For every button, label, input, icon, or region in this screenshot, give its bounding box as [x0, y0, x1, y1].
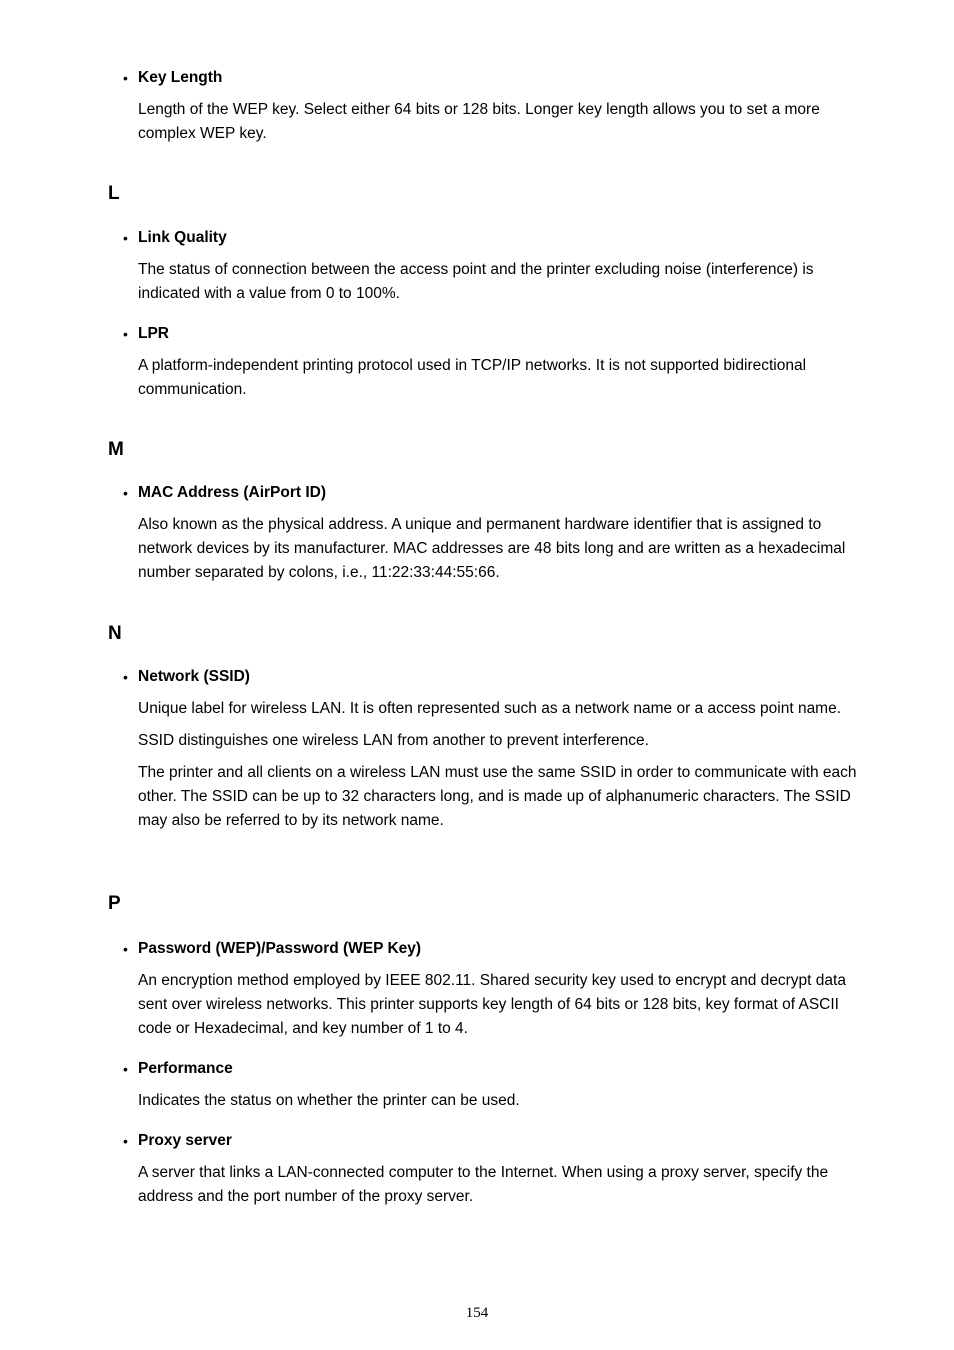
glossary-definition: An encryption method employed by IEEE 802.11. Shared security key used to encrypt and decrypt data sent over wireless networks. This printer supports key length of 64 bits or 128 bits, key format of ASCII code or Hexadecimal, and key number of 1 to 4.	[138, 972, 846, 1037]
section-letter-n: N	[108, 623, 122, 644]
page-number: 154	[465, 1305, 489, 1321]
glossary-entry-proxy-server	[120, 1129, 860, 1209]
glossary-term: LPR	[138, 325, 169, 342]
glossary-entry-performance	[120, 1057, 860, 1113]
glossary-definition: Length of the WEP key. Select either 64 bits or 128 bits. Longer key length allows you to set a more complex WEP key.	[138, 101, 820, 142]
glossary-term: MAC Address (AirPort ID)	[138, 484, 327, 501]
glossary-definition: A server that links a LAN-connected computer to the Internet. When using a proxy server, specify the address and the port number of the proxy server.	[138, 1164, 829, 1205]
glossary-term: Network (SSID)	[138, 668, 250, 685]
glossary-term: Performance	[138, 1060, 233, 1077]
glossary-entry-lpr	[120, 322, 860, 402]
bullet-icon: •	[123, 1061, 128, 1077]
bullet-icon: •	[123, 1133, 128, 1149]
section-letter-m: M	[108, 439, 124, 460]
bullet-icon: •	[123, 485, 128, 501]
glossary-definition: Also known as the physical address. A unique and permanent hardware identifier that is assigned to network devices by its manufacturer. MAC addresses are 48 bits long and are written as a hexadecimal number separated by colons, i.e., 11:22:33:44:55:66.	[138, 516, 846, 581]
glossary-entry-link-quality	[120, 226, 860, 306]
glossary-definition: Indicates the status on whether the printer can be used.	[138, 1092, 520, 1109]
bullet-icon: •	[123, 941, 128, 957]
bullet-icon: •	[123, 230, 128, 246]
glossary-entry-network-ssid	[120, 665, 860, 833]
glossary-term: Key Length	[138, 69, 223, 86]
glossary-definition: Unique label for wireless LAN. It is often represented such as a network name or a access point name.	[138, 700, 842, 717]
bullet-icon: •	[123, 669, 128, 685]
glossary-term: Password (WEP)/Password (WEP Key)	[138, 940, 422, 957]
glossary-term: Link Quality	[138, 229, 227, 246]
section-letter-p: P	[108, 893, 121, 914]
glossary-entry-password-wep	[120, 937, 860, 1041]
bullet-icon: •	[123, 326, 128, 342]
glossary-entry-key-length	[120, 66, 860, 146]
bullet-icon: •	[123, 70, 128, 86]
section-letter-l: L	[108, 183, 120, 204]
glossary-term: Proxy server	[138, 1132, 232, 1149]
glossary-definition: The printer and all clients on a wireless LAN must use the same SSID in order to communicate with each other. The SSID can be up to 32 characters long, and is made up of alphanumeric characters. The SSID may also be referred to by its network name.	[138, 764, 857, 829]
glossary-definition: The status of connection between the access point and the printer excluding noise (interference) is indicated with a value from 0 to 100%.	[138, 261, 814, 302]
glossary-entry-mac-address	[120, 481, 860, 585]
glossary-definition: SSID distinguishes one wireless LAN from another to prevent interference.	[138, 732, 649, 749]
glossary-definition: A platform-independent printing protocol used in TCP/IP networks. It is not supported bidirectional communication.	[138, 357, 807, 398]
